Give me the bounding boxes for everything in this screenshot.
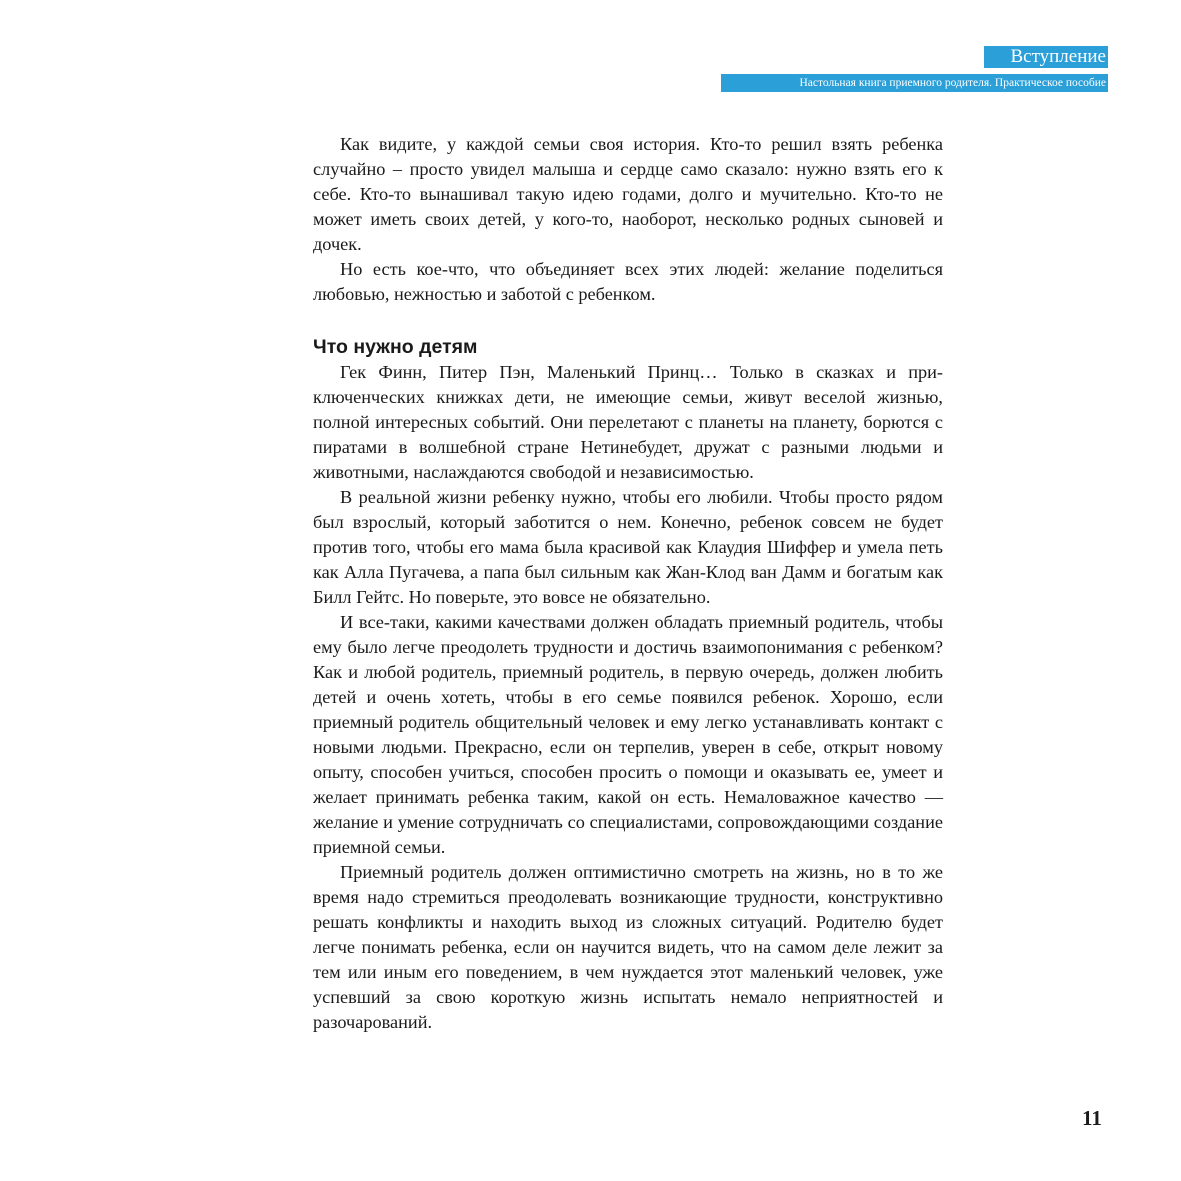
chapter-title-banner: Вступление	[984, 46, 1108, 68]
page-number: 11	[1082, 1106, 1102, 1130]
intro-paragraph-1: Как видите, у каждой семьи своя история. Кто-то решил взять ребенка случайно – просто увидел малыша и сердце само сказало: нужно взять его к себе. Кто-то вынашивал такую идею годами, долго и мучительно. Кто-то не может иметь своих детей, у кого-то, наоборот, несколько родных сыновей и дочек.	[313, 134, 943, 254]
section-paragraph-2: В реальной жизни ребенку нужно, чтобы его любили. Чтобы просто рядом был взрослый, который заботится о нем. Конечно, ребенок совсем не будет против того, чтобы его мама была красивой как Клаудия Шиффер и умела петь как Алла Пугачева, а папа был сильным как Жан-Клод ван Дамм и богатым как Билл Гейтс. Но поверьте, это вовсе не обязательно.	[313, 487, 943, 607]
section-paragraph-3: И все-таки, какими качествами должен обладать приемный родитель, чтобы ему было легче преодолеть трудности и достичь взаимопонимания с ребенком? Как и любой родитель, приемный родитель, в первую очередь, должен любить детей и очень хотеть, чтобы в его семье появился ребенок. Хорошо, если приемный родитель общительный человек и ему легко устанавливать контакт с новыми людьми. Прекрасно, если он терпелив, уверен в себе, открыт новому опыту, способен учиться, способен просить о помощи и оказывать ее, умеет и желает принимать ребенка таким, какой он есть. Немаловажное качество — желание и умение сотрудничать со специалистами, сопровождающими создание приемной семьи.	[313, 612, 943, 857]
intro-paragraph-2: Но есть кое-что, что объединяет всех этих людей: желание поделиться любовью, нежностью и заботой с ребенком.	[313, 259, 943, 304]
section-paragraph-4: Приемный родитель должен оптимистично смотреть на жизнь, но в то же время надо стремиться преодолевать возникающие трудности, конструктивно решать конфликты и находить выход из сложных ситуаций. Родителю будет легче понимать ребенка, если он научится видеть, что на самом деле лежит за тем или иным его поведением, в чем нуждается этот маленький человек, уже успевший за свою короткую жизнь испытать немало неприятностей и разочарований.	[313, 862, 943, 1032]
section-heading: Что нужно детям	[313, 336, 478, 358]
page-content	[313, 132, 943, 1035]
section-paragraph-1: Гек Финн, Питер Пэн, Маленький Принц… Только в сказках и приключенческих книжках дети, не имеющие семьи, живут веселой жизнью, полной интересных событий. Они перелетают с планеты на планету, борются с пиратами в волшебной стране Нетинебудет, дружат с разными людьми и животными, наслаждаются свободой и независимостью.	[313, 362, 943, 482]
book-title-banner: Настольная книга приемного родителя. Практическое пособие	[721, 74, 1108, 92]
